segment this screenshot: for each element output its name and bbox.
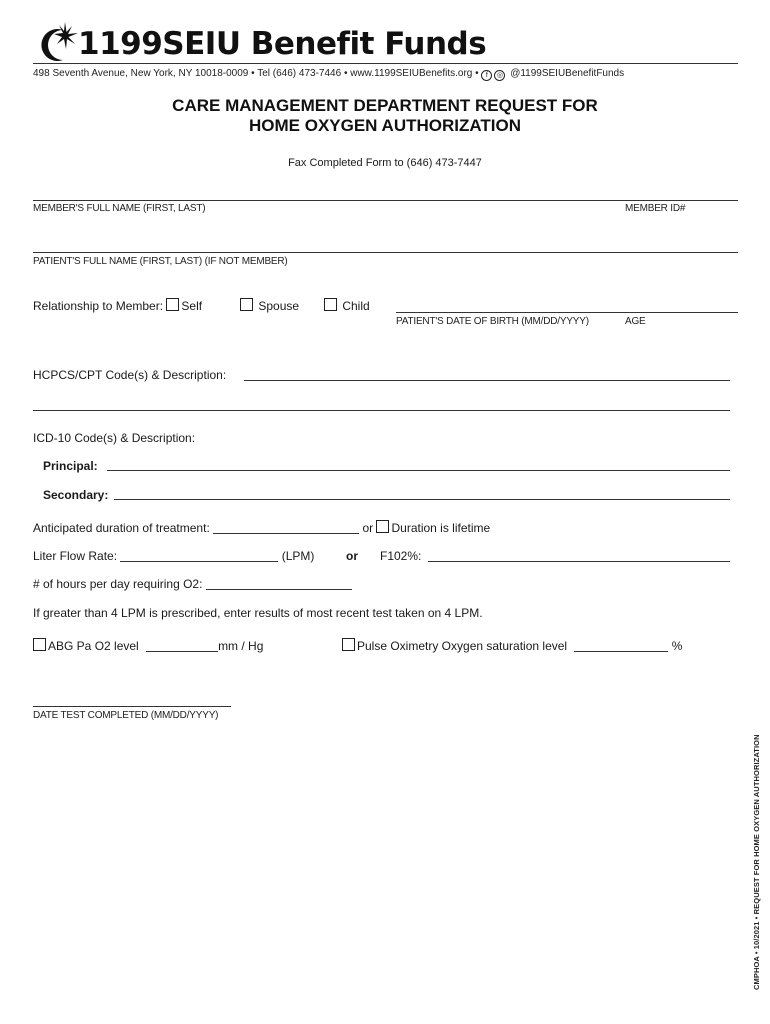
abg-label: ABG Pa O2 level [48, 639, 139, 653]
form-title-line2: HOME OXYGEN AUTHORIZATION [249, 116, 521, 135]
pulse-row [342, 638, 682, 653]
lifetime-label: Duration is lifetime [391, 521, 491, 535]
spouse-checkbox[interactable] [240, 298, 253, 311]
icd-label: ICD-10 Code(s) & Description: [33, 431, 196, 445]
self-label: Self [181, 299, 203, 313]
abg-checkbox[interactable] [33, 638, 46, 651]
hcpcs-label: HCPCS/CPT Code(s) & Description: [33, 368, 227, 382]
secondary-field[interactable] [114, 499, 730, 500]
liter-flow-field[interactable] [120, 550, 278, 562]
hours-field[interactable] [206, 578, 352, 590]
hcpcs-field-line2[interactable] [33, 410, 730, 411]
duration-label: Anticipated duration of treatment: [33, 521, 210, 535]
member-name-caption: MEMBER'S FULL NAME (FIRST, LAST) [33, 203, 206, 214]
facebook-icon: f [481, 70, 492, 81]
dob-caption: PATIENT'S DATE OF BIRTH (MM/DD/YYYY) [396, 316, 589, 327]
fax-instruction: Fax Completed Form to (646) 473-7447 [288, 157, 482, 169]
address-text: 498 Seventh Avenue, New York, NY 10018-0009 • Tel (646) 473-7446 • www.1199SEIUBenefits.org • [33, 68, 479, 79]
hcpcs-row [33, 368, 226, 382]
dob-age-field[interactable] [396, 312, 738, 313]
child-label: Child [342, 299, 370, 313]
greater-note: If greater than 4 LPM is prescribed, enter results of most recent test taken on 4 LPM. [33, 606, 483, 620]
duration-field[interactable] [213, 522, 359, 534]
header-address [33, 68, 624, 81]
brand-logo-icon [33, 20, 79, 66]
principal-label: Principal: [43, 459, 98, 473]
or-bold: or [346, 549, 358, 563]
child-option [324, 298, 370, 313]
form-code-side-note: CMPHOA • 10/2021 • REQUEST FOR HOME OXYGEN AUTHORIZATION [752, 734, 761, 990]
child-checkbox[interactable] [324, 298, 337, 311]
liter-flow-label: Liter Flow Rate: [33, 549, 118, 563]
principal-field[interactable] [107, 470, 730, 471]
duration-row [33, 520, 490, 535]
header-rule [33, 63, 738, 64]
instagram-icon: ◎ [494, 70, 505, 81]
brand-name: 1199SEIU Benefit Funds [78, 26, 487, 62]
member-id-caption: MEMBER ID# [625, 203, 686, 214]
social-handle: @1199SEIUBenefitFunds [510, 68, 625, 79]
relationship-label: Relationship to Member: [33, 299, 164, 313]
secondary-label: Secondary: [43, 488, 109, 502]
spouse-option [240, 298, 299, 313]
date-test-caption: DATE TEST COMPLETED (MM/DD/YYYY) [33, 710, 219, 721]
member-name-field[interactable] [33, 200, 738, 201]
spouse-label: Spouse [258, 299, 300, 313]
f102-field[interactable] [428, 561, 730, 562]
liter-flow-row [33, 549, 314, 563]
patient-name-caption: PATIENT'S FULL NAME (FIRST, LAST) (IF NOT MEMBER) [33, 256, 288, 267]
pulse-unit: % [671, 639, 683, 653]
age-caption: AGE [625, 316, 646, 327]
lifetime-checkbox[interactable] [376, 520, 389, 533]
hours-label: # of hours per day requiring O2: [33, 577, 203, 591]
hours-row [33, 577, 352, 591]
patient-name-field[interactable] [33, 252, 738, 253]
pulse-label: Pulse Oximetry Oxygen saturation level [357, 639, 568, 653]
self-checkbox[interactable] [166, 298, 179, 311]
lpm-unit: (LPM) [281, 549, 315, 563]
duration-or: or [362, 521, 374, 535]
relationship-row [33, 298, 202, 313]
abg-row [33, 638, 263, 653]
pulse-checkbox[interactable] [342, 638, 355, 651]
abg-unit: mm / Hg [218, 639, 264, 653]
form-title-line1: CARE MANAGEMENT DEPARTMENT REQUEST FOR [172, 96, 598, 115]
pulse-field[interactable] [574, 640, 668, 652]
date-test-field[interactable] [33, 706, 231, 707]
abg-field[interactable] [146, 640, 218, 652]
f102-label: F102%: [380, 549, 422, 563]
hcpcs-field[interactable] [244, 380, 730, 381]
